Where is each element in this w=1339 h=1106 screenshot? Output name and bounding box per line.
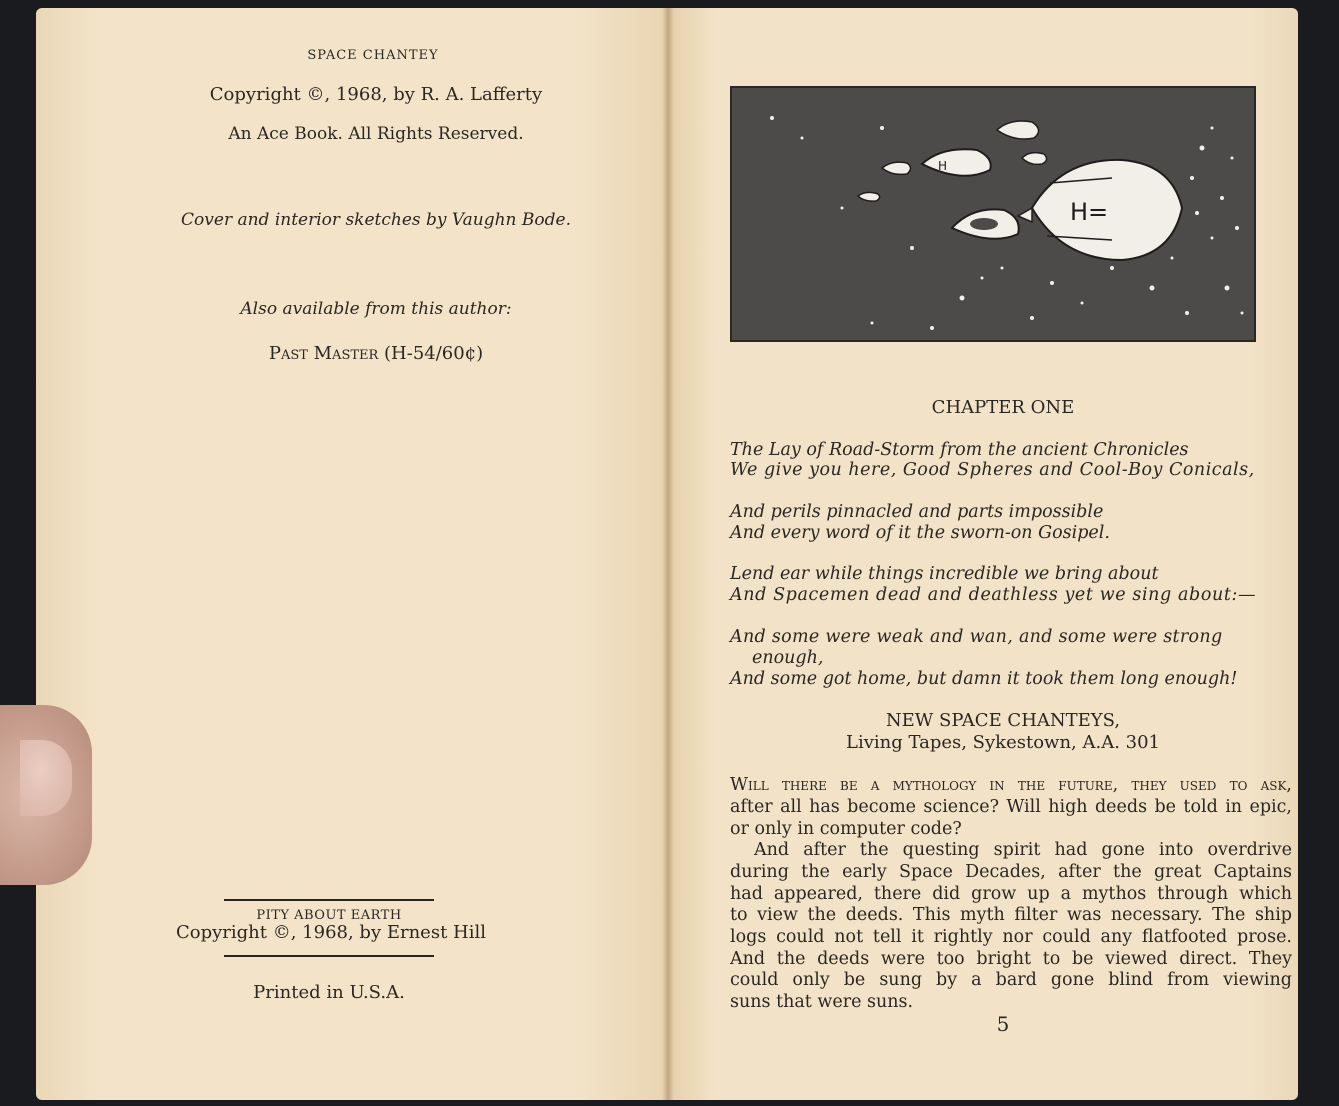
spaceships-illustration	[730, 86, 1256, 342]
verse-line: And perils pinnacled and parts impossible	[730, 502, 1104, 522]
prose-line: during the early Space Decades, after the great Captains	[730, 862, 1292, 882]
cover-credit: Cover and interior sketches by Vaughn Bode.	[181, 210, 571, 230]
publisher-line: An Ace Book. All Rights Reserved.	[228, 124, 524, 144]
prose-line: And the deeds were too bright to be viewed direct. They	[730, 949, 1292, 969]
verse-line: We give you here, Good Spheres and Cool-Boy Conicals,	[730, 460, 1255, 480]
past-master-listing: Past Master (H-54/60¢)	[268, 343, 484, 364]
left-page	[36, 8, 668, 1100]
book-gutter	[662, 8, 674, 1100]
also-available: Also available from this author:	[240, 299, 512, 319]
source-title: NEW SPACE CHANTEYS,	[885, 710, 1121, 731]
running-head: SPACE CHANTEY	[307, 48, 439, 63]
prose-line: logs could not tell it rightly nor could any flatfooted prose.	[730, 927, 1292, 947]
prose-line: to view the deeds. This myth filter was necessary. The ship	[730, 905, 1292, 925]
verse-line: And some were weak and wan, and some were strong	[730, 627, 1223, 647]
pity-copyright: Copyright ©, 1968, by Ernest Hill	[176, 922, 486, 943]
prose-line: or only in computer code?	[730, 819, 962, 839]
copyright-line: Copyright ©, 1968, by R. A. Lafferty	[209, 84, 543, 105]
source-detail: Living Tapes, Sykestown, A.A. 301	[846, 732, 1160, 753]
pity-title: PITY ABOUT EARTH	[256, 908, 402, 923]
chapter-heading: CHAPTER ONE	[931, 397, 1075, 418]
spaceships-svg	[732, 88, 1254, 340]
bottom-rule	[224, 955, 434, 957]
verse-line: And Spacemen dead and deathless yet we sing about:—	[730, 585, 1257, 605]
prose-line: And after the questing spirit had gone into overdrive	[754, 840, 1292, 860]
prose-line: after all has become science? Will high deeds be told in epic,	[730, 797, 1292, 817]
verse-line: And every word of it the sworn-on Gosipel.	[730, 523, 1110, 543]
top-rule	[224, 899, 434, 901]
prose-line: had appeared, there did grow up a mythos through which	[730, 884, 1292, 904]
prose-line: Will there be a mythology in the future, they used to ask,	[730, 775, 1292, 795]
prose-line: suns that were suns.	[730, 992, 914, 1012]
verse-line: The Lay of Road-Storm from the ancient Chronicles	[730, 440, 1189, 460]
prose-line: could only be sung by a bard gone blind from viewing	[730, 970, 1292, 990]
printed-line: Printed in U.S.A.	[253, 982, 405, 1003]
verse-line: enough,	[752, 648, 824, 668]
thumbnail-nail	[20, 740, 72, 816]
svg-text:H: H	[938, 159, 948, 173]
verse-line: Lend ear while things incredible we bring about	[730, 564, 1159, 584]
verse-line: And some got home, but damn it took them long enough!	[730, 669, 1238, 689]
right-page	[668, 8, 1298, 1100]
svg-text:H=: H=	[1070, 198, 1109, 226]
page-number: 5	[996, 1012, 1010, 1036]
